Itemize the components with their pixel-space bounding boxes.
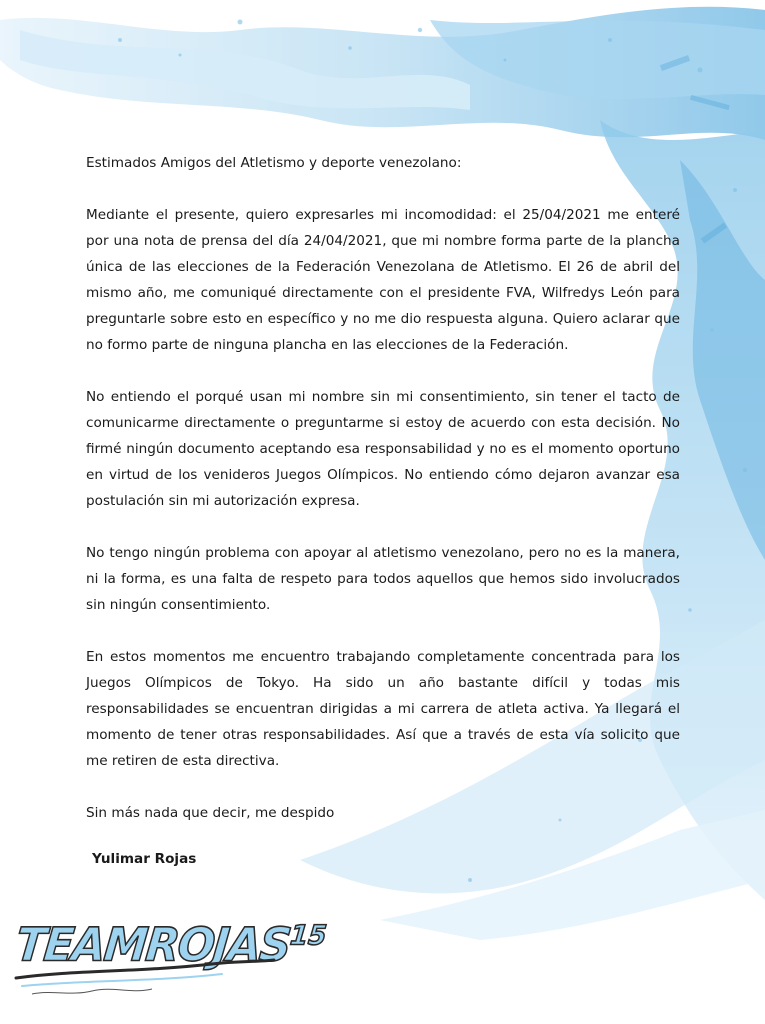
team-rojas-logo: [12, 912, 329, 1002]
logo-swoosh-icon: [12, 956, 282, 1002]
letter-salutation: Estimados Amigos del Atletismo y deporte venezolano:: [86, 155, 462, 171]
logo-text: TEAMROJAS: [13, 918, 292, 973]
letter-paragraph: No entiendo el porqué usan mi nombre sin mi consentimiento, sin tener el tacto de comunicarme directamente o preguntarme si estoy de acuerdo con esta decisión. No firmé ningún documento aceptando esa responsabilidad y no es el momento oportuno en virtud de los venideros Juegos Olímpicos. No entiendo cómo dejaron avanzar esa postulación sin mi autorización expresa.: [86, 389, 680, 509]
logo-number: 15: [288, 920, 329, 952]
letter-closing: Sin más nada que decir, me despido: [86, 805, 335, 821]
letter-paragraph: En estos momentos me encuentro trabajando completamente concentrada para los Juegos Olímpicos de Tokyo. Ha sido un año bastante difícil y todas mis responsabilidades se encuentran dirigidas a mi carrera de atleta activa. Ya llegará el momento de tener otras responsabilidades. Así que a través de esta vía solicito que me retiren de esta directiva.: [86, 649, 680, 769]
letter-paragraph: No tengo ningún problema con apoyar al atletismo venezolano, pero no es la manera, ni la forma, es una falta de respeto para todos aquellos que hemos sido involucrados sin ningún consentimiento.: [86, 545, 680, 613]
letter-body: [86, 150, 680, 898]
letter-signature: Yulimar Rojas: [92, 851, 197, 867]
letter-paragraph: Mediante el presente, quiero expresarles mi incomodidad: el 25/04/2021 me enteré por una nota de prensa del día 24/04/2021, que mi nombre forma parte de la plancha única de las elecciones de la Federación Venezolana de Atletismo. El 26 de abril del mismo año, me comuniqué directamente con el presidente FVA, Wilfredys León para preguntarle sobre esto en específico y no me dio respuesta alguna. Quiero aclarar que no formo parte de ninguna plancha en las elecciones de la Federación.: [86, 207, 680, 353]
